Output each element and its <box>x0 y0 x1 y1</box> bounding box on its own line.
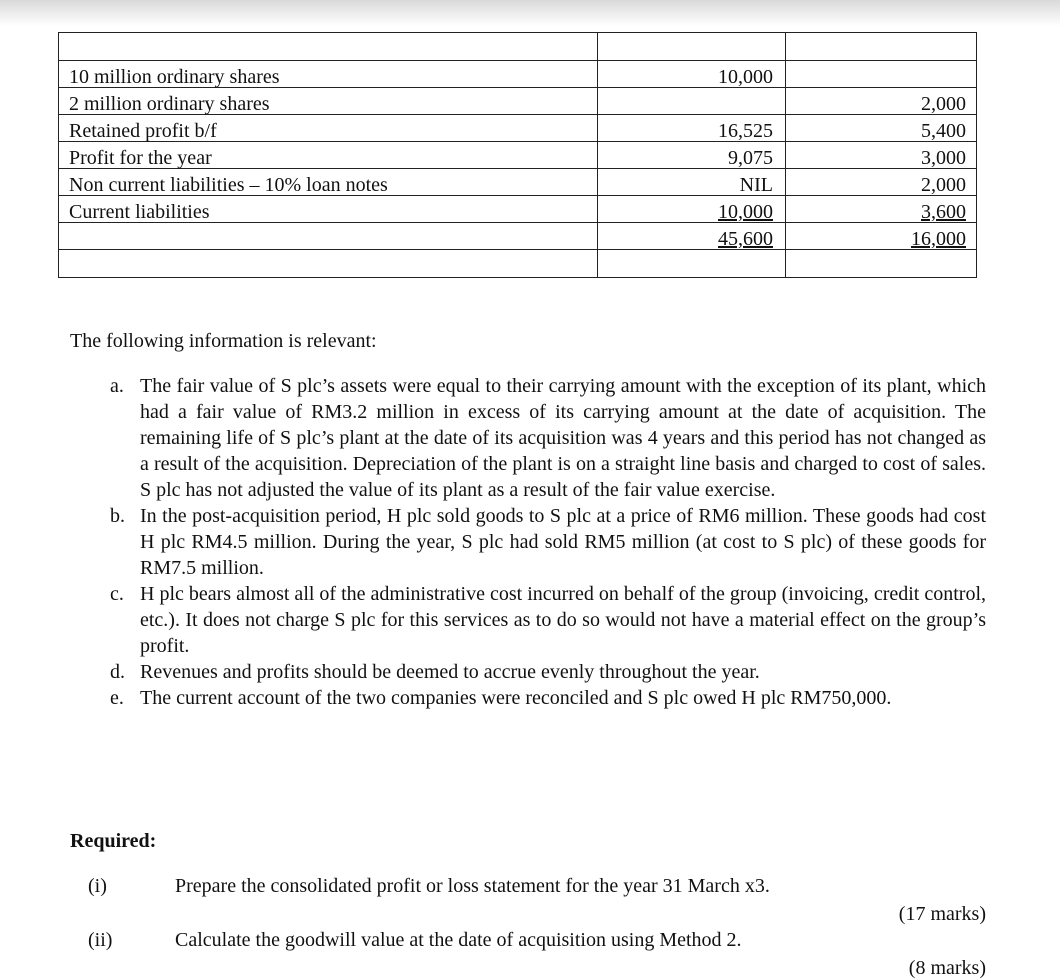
table-row <box>59 196 977 223</box>
top-shadow <box>0 0 1060 26</box>
h-plc-value-text: 10,000 <box>718 66 773 88</box>
list-item <box>110 581 986 659</box>
balance-sheet-table <box>58 32 977 278</box>
item-letter: d. <box>110 661 125 683</box>
h-plc-value <box>598 33 786 61</box>
h-plc-value <box>598 250 786 278</box>
list-item <box>110 503 986 581</box>
table-row <box>59 33 977 61</box>
row-label <box>59 33 598 61</box>
table-row <box>59 115 977 142</box>
question-marks: (17 marks) <box>898 903 986 925</box>
item-text: In the post-acquisition period, H plc sold goods to S plc at a price of RM6 million. These goods had cost H plc RM4.5 million. During the year, S plc had sold RM5 million (at cost to S plc) of these goods for RM7.5 million. <box>140 505 986 579</box>
table-row <box>59 250 977 278</box>
h-plc-value <box>598 223 786 250</box>
item-letter: b. <box>110 505 125 527</box>
s-plc-value <box>786 33 977 61</box>
row-label <box>59 250 598 278</box>
list-item <box>110 373 986 503</box>
h-plc-value-text: 9,075 <box>728 147 773 169</box>
s-plc-value-text: 2,000 <box>921 93 966 115</box>
h-plc-value-text: 10,000 <box>718 201 773 223</box>
s-plc-value-text: 3,600 <box>921 201 966 223</box>
question-text: Calculate the goodwill value at the date of acquisition using Method 2. <box>175 929 742 951</box>
table-row <box>59 142 977 169</box>
row-label-text: Current liabilities <box>69 201 210 223</box>
item-letter: c. <box>110 583 124 605</box>
item-text: H plc bears almost all of the administrative cost incurred on behalf of the group (invoicing, credit control, etc.). It does not charge S plc for this services as to do so would not have a material effect on the group’s profit. <box>140 583 986 657</box>
row-label-text: 2 million ordinary shares <box>69 93 270 115</box>
h-plc-value-text: 45,600 <box>718 228 773 250</box>
information-list <box>110 373 986 711</box>
row-label <box>59 88 598 115</box>
item-letter: a. <box>110 375 124 397</box>
s-plc-value <box>786 88 977 115</box>
h-plc-value-text: NIL <box>739 174 773 196</box>
item-text: Revenues and profits should be deemed to accrue evenly throughout the year. <box>140 661 760 683</box>
s-plc-value <box>786 115 977 142</box>
intro-text: The following information is relevant: <box>70 330 377 352</box>
item-letter: e. <box>110 687 124 709</box>
row-label <box>59 196 598 223</box>
required-heading: Required: <box>70 830 157 852</box>
row-label-text: Retained profit b/f <box>69 120 217 142</box>
question-marks: (8 marks) <box>908 957 986 979</box>
s-plc-value <box>786 223 977 250</box>
table-row <box>59 223 977 250</box>
s-plc-value-text: 3,000 <box>921 147 966 169</box>
list-item <box>110 685 986 711</box>
question-text: Prepare the consolidated profit or loss statement for the year 31 March x3. <box>175 875 770 897</box>
question-number: (i) <box>88 875 107 897</box>
h-plc-value-text: 16,525 <box>718 120 773 142</box>
s-plc-value <box>786 142 977 169</box>
question-number: (ii) <box>88 929 113 951</box>
h-plc-value <box>598 142 786 169</box>
s-plc-value <box>786 169 977 196</box>
row-label-text: 10 million ordinary shares <box>69 66 280 88</box>
h-plc-value <box>598 169 786 196</box>
row-label <box>59 115 598 142</box>
s-plc-value <box>786 61 977 88</box>
table-row <box>59 61 977 88</box>
row-label <box>59 142 598 169</box>
s-plc-value-text: 5,400 <box>921 120 966 142</box>
table-row <box>59 169 977 196</box>
h-plc-value <box>598 196 786 223</box>
h-plc-value <box>598 115 786 142</box>
row-label-text: Non current liabilities – 10% loan notes <box>69 174 388 196</box>
row-label-text: Profit for the year <box>69 147 212 169</box>
table-row <box>59 88 977 115</box>
list-item <box>110 659 986 685</box>
s-plc-value-text: 2,000 <box>921 174 966 196</box>
row-label <box>59 223 598 250</box>
row-label <box>59 61 598 88</box>
h-plc-value <box>598 88 786 115</box>
s-plc-value <box>786 196 977 223</box>
row-label <box>59 169 598 196</box>
item-text: The current account of the two companies were reconciled and S plc owed H plc RM750,000. <box>140 687 892 709</box>
item-text: The fair value of S plc’s assets were equal to their carrying amount with the exception of its plant, which had a fair value of RM3.2 million in excess of its carrying amount at the date of acquisition. The remaining life of S plc’s plant at the date of its acquisition was 4 years and this period has not changed as a result of the acquisition. Depreciation of the plant is on a straight line basis and charged to cost of sales. S plc has not adjusted the value of its plant as a result of the fair value exercise. <box>140 375 986 501</box>
s-plc-value-text: 16,000 <box>911 228 966 250</box>
s-plc-value <box>786 250 977 278</box>
h-plc-value <box>598 61 786 88</box>
